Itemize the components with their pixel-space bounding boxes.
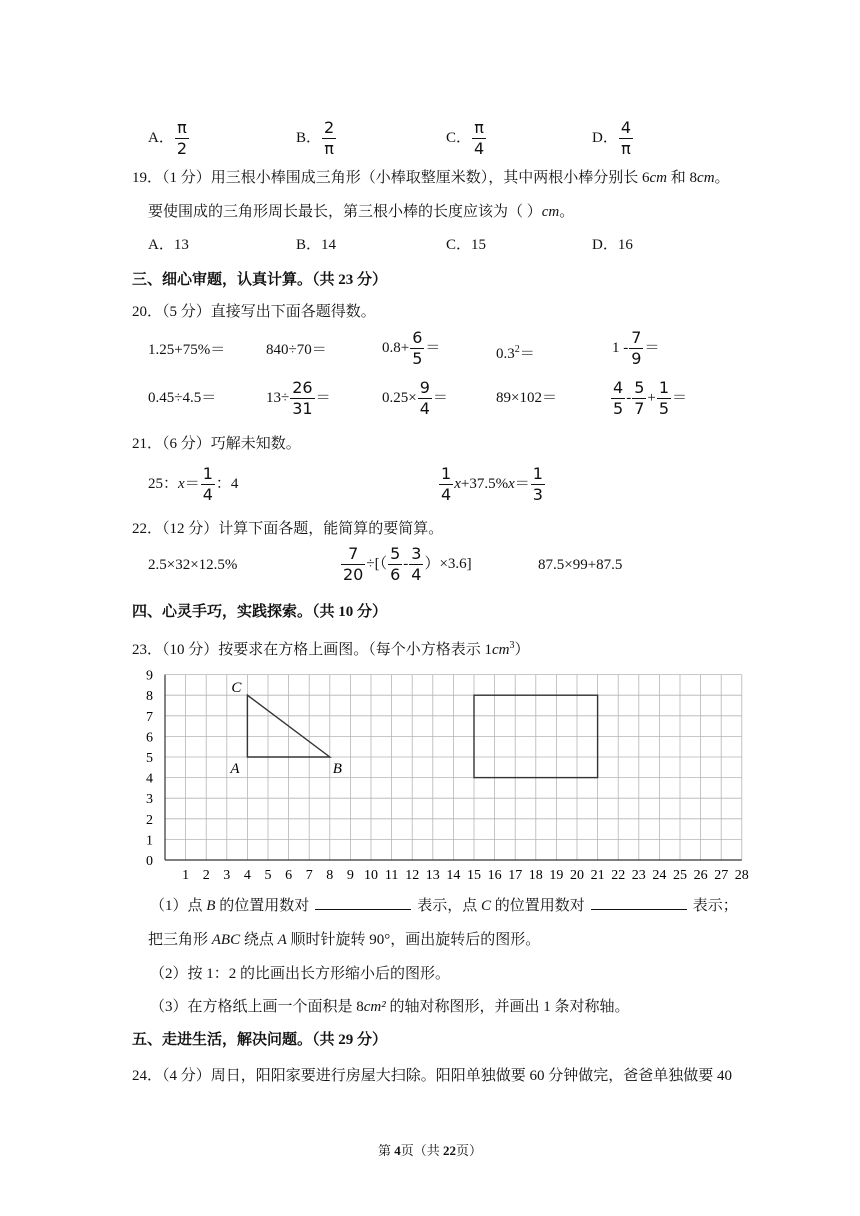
- section-3-heading: 三、细心审题，认真计算。（共 23 分）: [132, 272, 388, 288]
- x-tick-label: 19: [549, 868, 564, 883]
- x-tick-label: 23: [631, 868, 646, 883]
- x-tick-label: 5: [264, 868, 272, 883]
- x-tick-label: 17: [508, 868, 523, 883]
- option-label: A．: [148, 129, 174, 146]
- fraction: $\frac{7}{20}$: [343, 544, 364, 584]
- fraction: $\frac{\pi}{2}$: [176, 118, 188, 158]
- point-label-a: A: [230, 761, 240, 777]
- q22-expr1: 2.5×32×12.5%: [148, 557, 238, 573]
- q19-line2: 要使围成的三角形周长最长，第三根小棒的长度应该为（ ）cm。: [148, 204, 575, 220]
- fraction: $\frac{1}{4}$: [202, 464, 213, 504]
- y-tick-label: 4: [146, 771, 153, 787]
- grid-lines: [165, 675, 742, 860]
- fraction: $\frac{3}{4}$: [411, 544, 422, 584]
- point-label-b: B: [332, 761, 342, 777]
- x-tick-label: 21: [590, 868, 605, 883]
- fraction: $\frac{1}{5}$: [658, 378, 670, 418]
- x-tick-label: 4: [243, 868, 251, 883]
- q20-r1-a: 1.25+75%＝: [148, 342, 226, 358]
- q23-part2: （2）按 1：2 的比画出长方形缩小后的图形。: [150, 966, 451, 982]
- y-tick-label: 9: [146, 668, 153, 684]
- q19-option-b: B．14: [296, 237, 337, 253]
- x-tick-label: 16: [487, 868, 502, 883]
- q19-option-c: C．15: [446, 237, 487, 253]
- q23-part3: （3）在方格纸上画一个面积是 8cm² 的轴对称图形，并画出 1 条对称轴。: [150, 999, 630, 1015]
- x-tick-label: 14: [446, 868, 461, 883]
- y-tick-label: 7: [146, 709, 153, 725]
- x-tick-label: 26: [693, 868, 708, 883]
- x-tick-label: 10: [364, 868, 378, 883]
- q23-part1-line2: 把三角形 ABC 绕点 A 顺时针旋转 90°，画出旋转后的图形。: [148, 932, 541, 948]
- q21-eq1: 25：x＝ $\frac{1}{4}$ ：4: [148, 464, 239, 504]
- fraction: $\frac{5}{7}$: [634, 378, 645, 418]
- q18-option-c: [446, 118, 487, 159]
- q19-option-d: D．16: [592, 237, 633, 253]
- answer-blank[interactable]: [315, 895, 411, 910]
- q23-part1-line1: （1）点 B 的位置用数对 表示，点 C 的位置用数对 表示；: [150, 895, 738, 916]
- q20-title: 20．（5 分）直接写出下面各题得数。: [132, 304, 376, 320]
- q22-expr3: 87.5×99+87.5: [538, 557, 623, 573]
- x-tick-label: 2: [202, 868, 210, 883]
- fraction: $\frac{4}{5}$: [613, 378, 624, 418]
- fraction: $\frac{2}{\pi}$: [324, 118, 335, 158]
- x-tick-label: 25: [673, 868, 687, 883]
- current-page: 4: [394, 1143, 401, 1158]
- q18-option-a: [148, 118, 190, 159]
- x-tick-label: 27: [714, 868, 729, 883]
- q20-r2-e: $\frac{4}{5}$ - $\frac{5}{7}$ + $\frac{1}{5}$ ＝: [613, 378, 688, 418]
- x-tick-label: 8: [326, 868, 334, 883]
- point-label-c: C: [231, 680, 242, 697]
- y-tick-label: 5: [146, 751, 153, 766]
- q23-grid-figure: [140, 664, 760, 886]
- x-tick-label: 11: [384, 868, 399, 883]
- total-pages: 22: [443, 1143, 456, 1158]
- q20-r2-c: 0.25× $\frac{9}{4}$ ＝: [382, 378, 448, 418]
- q22-title: 22．（12 分）计算下面各题，能简算的要简算。: [132, 521, 444, 537]
- q22-expr2: $\frac{7}{20}$ ÷[（ $\frac{5}{6}$ - $\frac{3}{4}$ ）×3.6]: [343, 544, 472, 584]
- y-tick-label: 1: [146, 833, 153, 849]
- x-tick-label: 6: [285, 868, 293, 883]
- fraction: $\frac{1}{3}$: [532, 464, 543, 504]
- q19-option-a: A．13: [148, 237, 189, 253]
- x-tick-label: 22: [611, 868, 626, 883]
- y-tick-label: 2: [146, 812, 153, 828]
- option-label: B．: [296, 129, 322, 146]
- q20-r2-d: 89×102＝: [496, 390, 557, 406]
- q21-eq2: $\frac{1}{4}$ x+37.5%x＝ $\frac{1}{3}$: [441, 464, 543, 504]
- x-tick-label: 9: [346, 868, 354, 883]
- y-tick-label: 8: [146, 689, 153, 705]
- fraction: $\frac{9}{4}$: [419, 378, 430, 418]
- q19-line1: 19．（1 分）用三根小棒围成三角形（小棒取整厘米数），其中两根小棒分别长 6cm 和 8cm。: [132, 170, 730, 186]
- x-tick-label: 18: [528, 868, 543, 883]
- q20-r1-e: 1 - $\frac{7}{9}$ ＝: [612, 328, 660, 368]
- y-tick-label: 0: [146, 854, 153, 869]
- fraction: $\frac{4}{\pi}$: [620, 118, 632, 158]
- fraction: $\frac{26}{31}$: [292, 378, 313, 418]
- page-footer: 第 4页（共 22页）: [377, 1143, 483, 1158]
- section-4-heading: 四、心灵手巧，实践探索。（共 10 分）: [132, 604, 388, 620]
- x-tick-label: 15: [467, 868, 481, 883]
- q18-option-b: [296, 118, 337, 159]
- q20-r2-b: 13÷ $\frac{26}{31}$ ＝: [266, 378, 331, 418]
- x-tick-label: 28: [734, 868, 749, 883]
- x-tick-label: 7: [305, 868, 313, 883]
- fraction: $\frac{1}{4}$: [441, 464, 452, 504]
- section-5-heading: 五、走进生活，解决问题。（共 29 分）: [132, 1032, 388, 1048]
- x-tick-label: 3: [223, 868, 231, 883]
- answer-blank[interactable]: [591, 895, 687, 910]
- x-tick-label: 24: [652, 868, 667, 883]
- q24-text: 24．（4 分）周日，阳阳家要进行房屋大扫除。阳阳单独做要 60 分钟做完，爸爸单独做要 40: [132, 1068, 733, 1084]
- fraction: $\frac{\pi}{4}$: [474, 118, 485, 158]
- q20-r2-a: 0.45÷4.5＝: [148, 390, 217, 406]
- q20-r1-c: 0.8+ $\frac{6}{5}$ ＝: [382, 328, 441, 368]
- x-tick-label: 13: [425, 868, 440, 883]
- q23-title: 23．（10 分）按要求在方格上画图。（每个小方格表示 $1cm^3$）: [132, 640, 530, 658]
- x-tick-label: 1: [182, 868, 190, 883]
- option-label: D．: [592, 129, 618, 146]
- x-tick-label: 12: [405, 868, 420, 883]
- fraction: $\frac{6}{5}$: [412, 328, 423, 368]
- q21-title: 21．（6 分）巧解未知数。: [132, 436, 301, 452]
- x-tick-label: 20: [570, 868, 584, 883]
- q20-r1-d: $0.3^2=$: [496, 344, 535, 362]
- y-tick-label: 6: [146, 730, 153, 746]
- y-tick-label: 3: [146, 792, 153, 808]
- q18-option-d: [592, 118, 634, 159]
- option-label: C．: [446, 129, 472, 146]
- q20-r1-b: 840÷70＝: [266, 342, 327, 358]
- fraction: $\frac{5}{6}$: [390, 544, 401, 584]
- fraction: $\frac{7}{9}$: [631, 328, 642, 368]
